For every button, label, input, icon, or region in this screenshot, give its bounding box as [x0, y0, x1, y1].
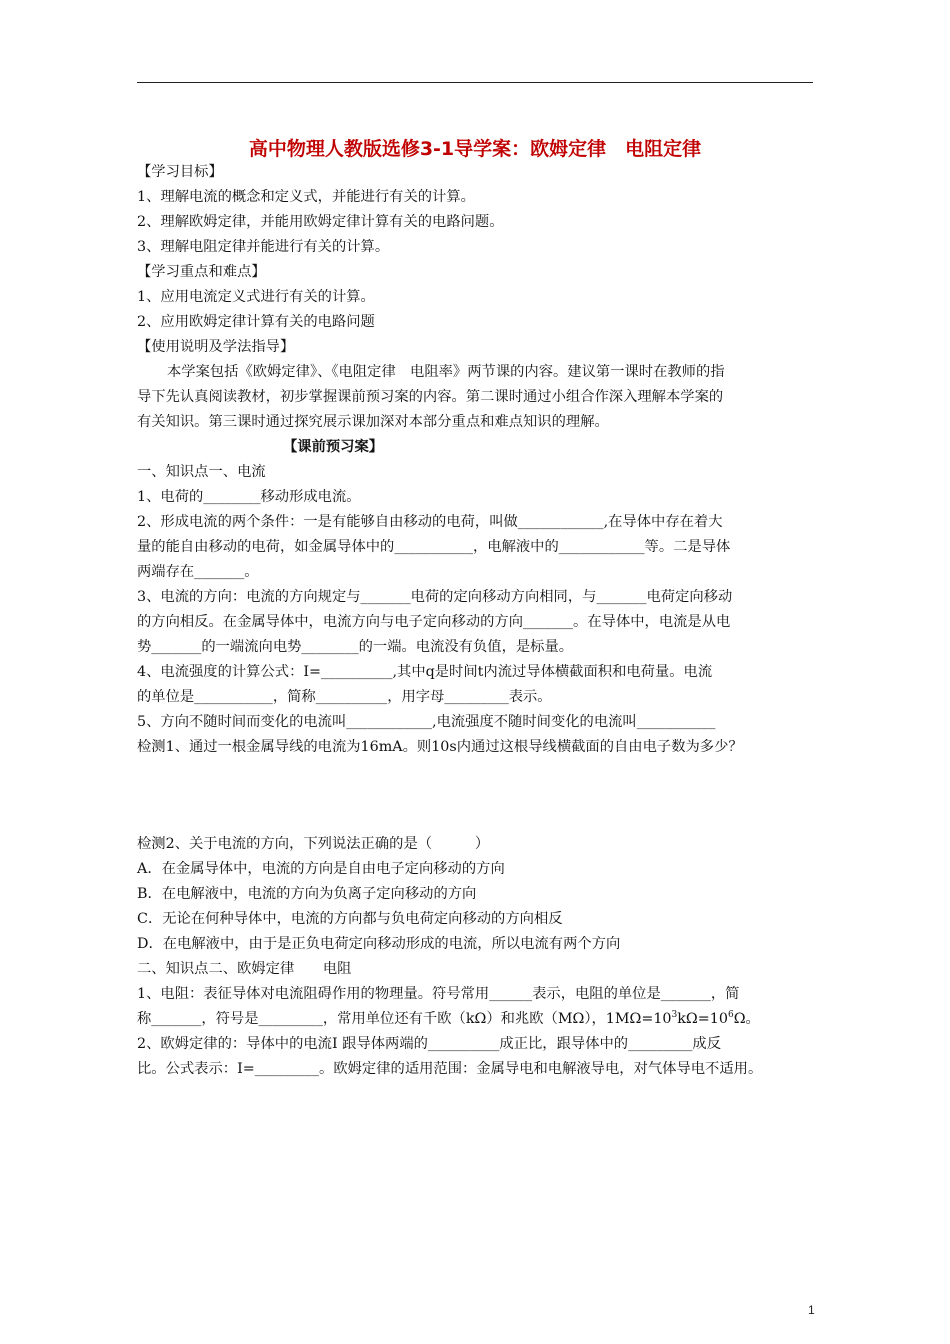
exponent: 6: [727, 1010, 734, 1021]
instructions-text: 导下先认真阅读教材，初步掌握课前预习案的内容。第二课时通过小组合作深入理解本学案的: [137, 389, 724, 405]
question-line: 3、电流的方向：电流的方向规定与_______电荷的定向移动方向相同，与_______电荷定向移动: [137, 589, 733, 605]
resistance-units-text: 称_______，符号是_________，常用单位还有千欧（kΩ）和兆欧（MΩ），1MΩ=10: [137, 1011, 672, 1027]
document-body: [137, 160, 817, 1082]
question-line: 4、电流强度的计算公式：I=__________,其中q是时间t内流过导体横截面积和电荷量。电流: [137, 664, 713, 680]
objective-1: 1、理解电流的概念和定义式，并能进行有关的计算。: [137, 189, 475, 205]
key-point-1: 1、应用电流定义式进行有关的计算。: [137, 289, 375, 305]
question-line: [137, 1007, 817, 1032]
resistance-units-text: kΩ=10: [677, 1011, 728, 1027]
knowledge-point-1-heading: 一、知识点一、电流: [137, 464, 266, 480]
question-line: 的方向相反。在金属导体中，电流方向与电子定向移动的方向_______。在导体中，电流是从电: [137, 614, 731, 630]
option-c: C．无论在何种导体中，电流的方向都与负电荷定向移动的方向相反: [137, 911, 563, 927]
question-line: 2、欧姆定律的：导体中的电流I 跟导体两端的__________成正比，跟导体中的_________成反: [137, 1036, 722, 1052]
question-line: 2、形成电流的两个条件：一是有能够自由移动的电荷，叫做____________,在导体中存在着大: [137, 514, 723, 530]
option-d: D．在电解液中，由于是正负电荷定向移动形成的电流，所以电流有两个方向: [137, 936, 621, 952]
question-line: 量的能自由移动的电荷，如金属导体中的___________，电解液中的____________等。二是导体: [137, 539, 731, 555]
question-line: 的单位是___________，简称__________，用字母_________表示。: [137, 689, 552, 705]
page-number: 1: [808, 1303, 815, 1317]
question-line: 1、电阻：表征导体对电流阻碍作用的物理量。符号常用______表示，电阻的单位是_______，简: [137, 986, 740, 1002]
section-heading-instructions: 【使用说明及学法指导】: [137, 339, 295, 355]
test-2-question: 检测2、关于电流的方向，下列说法正确的是（ ）: [137, 836, 490, 852]
question-line: 1、电荷的________移动形成电流。: [137, 489, 361, 505]
option-b: B．在电解液中，电流的方向为负离子定向移动的方向: [137, 886, 477, 902]
question-line: 两端存在_______。: [137, 564, 259, 580]
exponent: 3: [671, 1010, 678, 1021]
resistance-units-text: Ω。: [733, 1011, 760, 1027]
section-heading-preview: 【课前预习案】: [283, 439, 384, 455]
objective-3: 3、理解电阻定律并能进行有关的计算。: [137, 239, 390, 255]
document-title: 高中物理人教版选修3-1导学案：欧姆定律 电阻定律: [248, 138, 702, 160]
option-a: A．在金属导体中，电流的方向是自由电子定向移动的方向: [137, 861, 505, 877]
answer-space: [137, 760, 817, 832]
section-heading-key-points: 【学习重点和难点】: [137, 264, 266, 280]
objective-2: 2、理解欧姆定律，并能用欧姆定律计算有关的电路问题。: [137, 214, 504, 230]
test-1-question: 检测1、通过一根金属导线的电流为16mA。则10s内通过这根导线横截面的自由电子数为多少？: [137, 739, 743, 755]
instructions-text: 本学案包括《欧姆定律》、《电阻定律 电阻率》两节课的内容。建议第一课时在教师的指: [167, 364, 725, 380]
key-point-2: 2、应用欧姆定律计算有关的电路问题: [137, 314, 375, 330]
instructions-text: 有关知识。第三课时通过探究展示课加深对本部分重点和难点知识的理解。: [137, 414, 609, 430]
header-rule: [137, 82, 813, 83]
question-line: 势_______的一端流向电势________的一端。电流没有负值，是标量。: [137, 639, 574, 655]
section-heading-objectives: 【学习目标】: [137, 164, 223, 180]
knowledge-point-2-heading: 二、知识点二、欧姆定律 电阻: [137, 961, 352, 977]
question-line: 比。公式表示：I=_________。欧姆定律的适用范围：金属导电和电解液导电，对气体导电不适用。: [137, 1061, 763, 1077]
question-line: 5、方向不随时间而变化的电流叫____________,电流强度不随时间变化的电流叫___________: [137, 714, 716, 730]
